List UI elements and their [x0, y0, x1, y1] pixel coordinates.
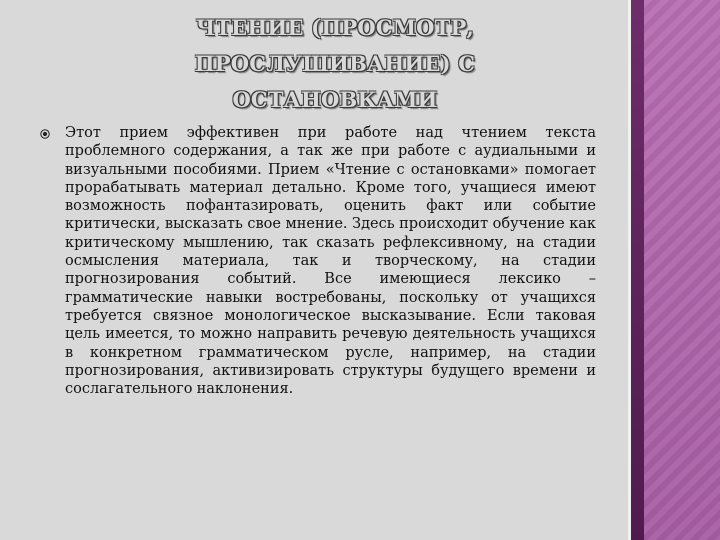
slide-title-line-2: ПРОСЛУШИВАНИЕ) С: [194, 51, 476, 76]
circled-dot-bullet-icon: [40, 129, 50, 139]
slide-title: [110, 10, 560, 118]
slide-title-line-3: ОСТАНОВКАМИ: [232, 87, 438, 112]
side-decor-band: [631, 0, 644, 540]
side-decor-panel-shade: [644, 0, 720, 540]
slide-title-line-1: ЧТЕНИЕ (ПРОСМОТР,: [195, 15, 475, 40]
bullet-paragraph: Этот прием эффективен при работе над чтением текста проблемного содержания, а так же при работе с аудиальными и визуальными пособиями. Прием «Чтение с остановками» помогает прорабатывать материал детально. Кроме того, учащиеся имеют возможность пофантазировать, оценить факт или событие критически, высказать свое мнение. Здесь происходит обучение как критическому мышлению, так сказать рефлексивному, на стадии осмысления материала, так и творческому, на стадии прогнозирования событий. Все имеющиеся лексико – грамматические навыки востребованы, поскольку от учащихся требуется связное монологическое высказывание. Если таковая цель имеется, то можно направить речевую деятельность учащихся в конкретном грамматическом русле, например, на стадии прогнозирования, активизировать структуры будущего времени и сослагательного наклонения.: [65, 125, 596, 398]
